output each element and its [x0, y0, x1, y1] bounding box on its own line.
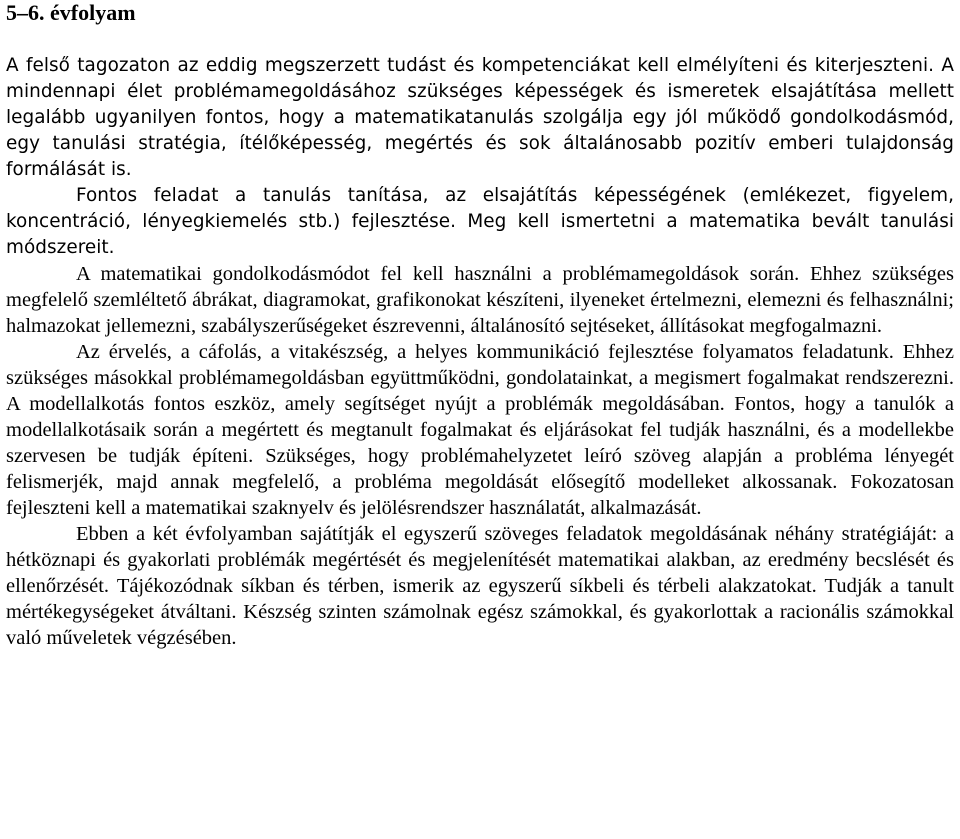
paragraph-learning: Fontos feladat a tanulás tanítása, az elsajátítás képességének (emlékezet, figyelem, koncentráció, lényegkiemelés stb.) fejlesztése. Meg kell ismertetni a matematika bevált tanulási módszereit.	[6, 185, 954, 258]
document-page	[6, 0, 954, 651]
paragraph-strategies: Ebben a két évfolyamban sajátítják el egyszerű szöveges feladatok megoldásának néhány stratégiáját: a hétköznapi és gyakorlati problémák megértését és megjelenítését matematikai alakban, az eredmény becslését és ellenőrzését. Tájékozódnak síkban és térben, ismerik az egyszerű síkbeli és térbeli alakzatokat. Tudják a tanult mértékegységeket átváltani. Készség szinten számolnak egész számokkal, és gyakorlottak a racionális számokkal való műveletek végzésében.	[6, 523, 954, 649]
spacer	[6, 28, 954, 53]
paragraph-argumentation: Az érvelés, a cáfolás, a vitakészség, a helyes kommunikáció fejlesztése folyamatos feladatunk. Ehhez szükséges másokkal problémamegoldásban együttműködni, gondolatainkat, a megismert fogalmakat rendszerezni. A modellalkotás fontos eszköz, amely segítséget nyújt a problémák megoldásában. Fontos, hogy a tanulók a modellalkotásaik során a megértett és megtanult fogalmakat és eljárásokat fel tudják használni, és a modellekbe szervesen be tudják építeni. Szükséges, hogy problémahelyzetet leíró szöveg alapján a probléma lényegét felismerjék, majd annak megfelelő, a probléma megoldását elősegítő modelleket alkossanak. Fokozatosan fejleszteni kell a matematikai szaknyelv és jelölésrendszer használatát, alkalmazását.	[6, 341, 954, 519]
paragraph-intro: A felső tagozaton az eddig megszerzett tudást és kompetenciákat kell elmélyíteni és kiterjeszteni. A mindennapi élet problémamegoldásához szükséges képességek és ismeretek elsajátítása mellett legalább ugyanilyen fontos, hogy a matematikatanulás szolgálja egy jól működő gondolkodásmód, egy tanulási stratégia, ítélőképesség, megértés és sok általánosabb pozitív emberi tulajdonság formálását is.	[6, 55, 954, 180]
page-title: 5–6. évfolyam	[6, 0, 136, 25]
paragraph-thinking: A matematikai gondolkodásmódot fel kell használni a problémamegoldások során. Ehhez szükséges megfelelő szemléltető ábrákat, diagramokat, grafikonokat készíteni, ilyeneket értelmezni, elemezni és felhasználni; halmazokat jellemezni, szabályszerűségeket észrevenni, általánosító sejtéseket, állításokat megfogalmazni.	[6, 263, 954, 337]
